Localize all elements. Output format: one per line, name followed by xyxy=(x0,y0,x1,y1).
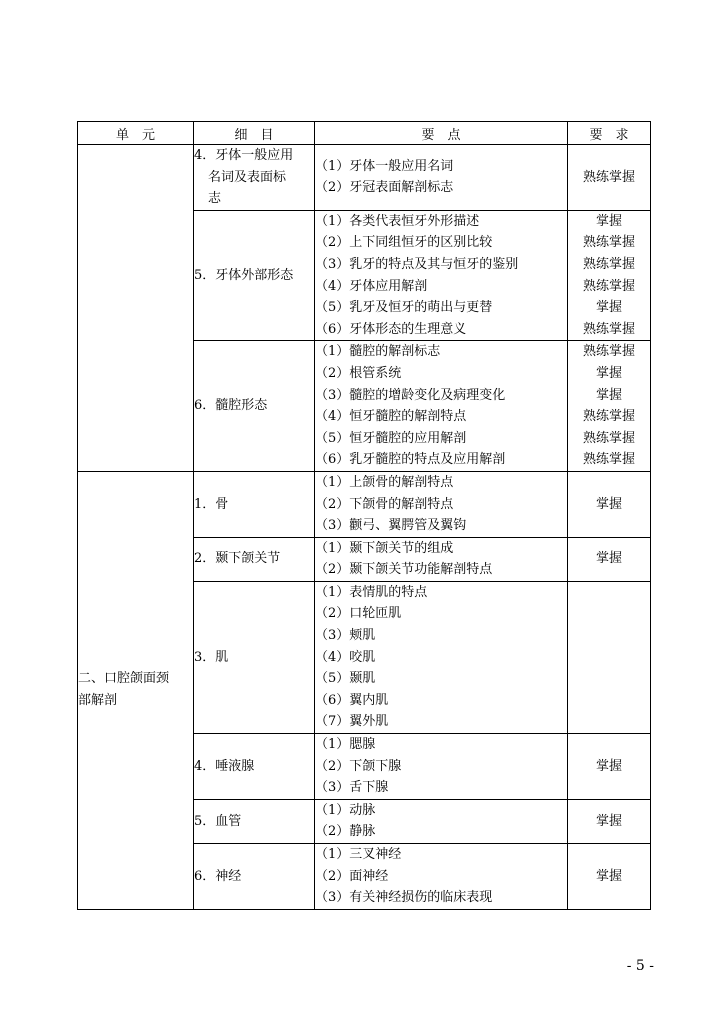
point-item: （4）恒牙髓腔的解剖特点 xyxy=(315,409,467,425)
point-item: （2）颞下颌关节功能解剖特点 xyxy=(315,562,493,578)
header-points: 要 点 xyxy=(315,122,568,145)
requirement-item: 掌握 xyxy=(595,387,622,403)
requirement-item: 熟练掌握 xyxy=(582,278,635,294)
detail-cell xyxy=(194,210,315,341)
point-item: （2）静脉 xyxy=(315,824,376,840)
requirement-cell xyxy=(568,799,651,843)
requirement-cell xyxy=(568,734,651,800)
point-item: （1）上颌骨的解剖特点 xyxy=(315,474,454,490)
point-item: （2）牙冠表面解剖标志 xyxy=(315,180,454,196)
unit-cell xyxy=(78,471,194,909)
detail-line: 3．肌 xyxy=(194,649,229,665)
detail-line: 志 xyxy=(208,191,222,207)
table-row xyxy=(78,145,651,211)
requirement-item: 熟练掌握 xyxy=(582,169,635,185)
unit-label-line: 二、口腔颌面颈 xyxy=(78,671,170,687)
point-item: （1）动脉 xyxy=(315,802,376,818)
requirement-cell xyxy=(568,145,651,211)
table-row xyxy=(78,471,651,537)
point-item: （3）舌下腺 xyxy=(315,780,389,796)
requirement-item: 熟练掌握 xyxy=(582,452,635,468)
point-item: （3）颊肌 xyxy=(315,628,376,644)
header-row xyxy=(78,122,651,145)
requirement-item: 熟练掌握 xyxy=(582,256,635,272)
point-item: （7）翼外肌 xyxy=(315,714,389,730)
point-item: （3）有关神经损伤的临床表现 xyxy=(315,890,493,906)
detail-cell xyxy=(194,471,315,537)
detail-cell xyxy=(194,341,315,472)
points-cell xyxy=(315,471,568,537)
header-requirement: 要 求 xyxy=(568,122,651,145)
detail-line: 5．牙体外部形态 xyxy=(194,267,294,283)
points-cell xyxy=(315,581,568,733)
points-cell xyxy=(315,341,568,472)
requirement-item: 掌握 xyxy=(595,813,622,829)
point-item: （3）乳牙的特点及其与恒牙的鉴别 xyxy=(315,256,519,272)
detail-line: 4．牙体一般应用 xyxy=(194,148,294,163)
requirement-item: 掌握 xyxy=(595,496,622,512)
requirement-item: 熟练掌握 xyxy=(582,430,635,446)
detail-line: 2．颞下颌关节 xyxy=(194,551,281,567)
detail-cell xyxy=(194,581,315,733)
point-item: （1）表情肌的特点 xyxy=(315,584,428,600)
point-item: （1）髓腔的解剖标志 xyxy=(315,344,441,360)
point-item: （2）口轮匝肌 xyxy=(315,606,402,622)
point-item: （2）面神经 xyxy=(315,868,389,884)
point-item: （2）上下同组恒牙的区别比较 xyxy=(315,235,493,251)
point-item: （3）颧弓、翼腭管及翼钩 xyxy=(315,518,467,534)
requirement-item: 掌握 xyxy=(595,213,622,229)
syllabus-table xyxy=(77,121,651,910)
page-number: - 5 - xyxy=(626,958,654,974)
requirement-cell xyxy=(568,537,651,581)
requirement-item: 掌握 xyxy=(595,365,622,381)
header-unit: 单 元 xyxy=(78,122,194,145)
requirement-item xyxy=(568,647,650,669)
requirement-cell xyxy=(568,581,651,733)
point-item: （6）牙体形态的生理意义 xyxy=(315,321,467,337)
point-item: （4）牙体应用解剖 xyxy=(315,278,428,294)
requirement-item: 熟练掌握 xyxy=(582,235,635,251)
requirement-item: 熟练掌握 xyxy=(582,344,635,360)
requirement-item: 掌握 xyxy=(595,551,622,567)
requirement-item: 掌握 xyxy=(595,758,622,774)
point-item: （4）咬肌 xyxy=(315,649,376,665)
point-item: （3）髓腔的增龄变化及病理变化 xyxy=(315,387,506,403)
detail-line: 1．骨 xyxy=(194,496,229,512)
detail-cell xyxy=(194,145,315,211)
requirement-item: 掌握 xyxy=(595,300,622,316)
requirement-cell xyxy=(568,844,651,910)
requirement-item: 熟练掌握 xyxy=(582,409,635,425)
point-item: （1）颞下颌关节的组成 xyxy=(315,540,454,556)
requirement-cell xyxy=(568,210,651,341)
point-item: （2）下颌骨的解剖特点 xyxy=(315,496,454,512)
requirement-item: 熟练掌握 xyxy=(582,321,635,337)
detail-cell xyxy=(194,734,315,800)
requirement-cell xyxy=(568,471,651,537)
point-item: （1）腮腺 xyxy=(315,737,376,753)
points-cell xyxy=(315,799,568,843)
unit-cell xyxy=(78,145,194,472)
header-detail: 细 目 xyxy=(194,122,315,145)
point-item: （2）下颌下腺 xyxy=(315,758,402,774)
detail-line: 5．血管 xyxy=(194,813,242,829)
detail-line: 6．神经 xyxy=(194,868,242,884)
detail-line: 名词及表面标 xyxy=(208,169,287,185)
detail-line: 6．髓腔形态 xyxy=(194,398,268,414)
detail-cell xyxy=(194,537,315,581)
point-item: （1）牙体一般应用名词 xyxy=(315,158,454,174)
unit-label-line: 部解剖 xyxy=(78,693,118,709)
requirement-item: 掌握 xyxy=(595,868,622,884)
detail-cell xyxy=(194,799,315,843)
point-item: （6）翼内肌 xyxy=(315,692,389,708)
detail-line: 4．唾液腺 xyxy=(194,758,255,774)
points-cell xyxy=(315,210,568,341)
points-cell xyxy=(315,145,568,211)
point-item: （1）三叉神经 xyxy=(315,847,402,862)
point-item: （2）根管系统 xyxy=(315,365,402,381)
points-cell xyxy=(315,537,568,581)
points-cell xyxy=(315,844,568,910)
table-body xyxy=(78,145,651,910)
detail-cell xyxy=(194,844,315,910)
points-cell xyxy=(315,734,568,800)
point-item: （5）颞肌 xyxy=(315,671,376,687)
requirement-cell xyxy=(568,341,651,472)
point-item: （5）恒牙髓腔的应用解剖 xyxy=(315,430,467,446)
point-item: （6）乳牙髓腔的特点及应用解剖 xyxy=(315,452,506,468)
point-item: （1）各类代表恒牙外形描述 xyxy=(315,213,480,229)
point-item: （5）乳牙及恒牙的萌出与更替 xyxy=(315,300,493,316)
